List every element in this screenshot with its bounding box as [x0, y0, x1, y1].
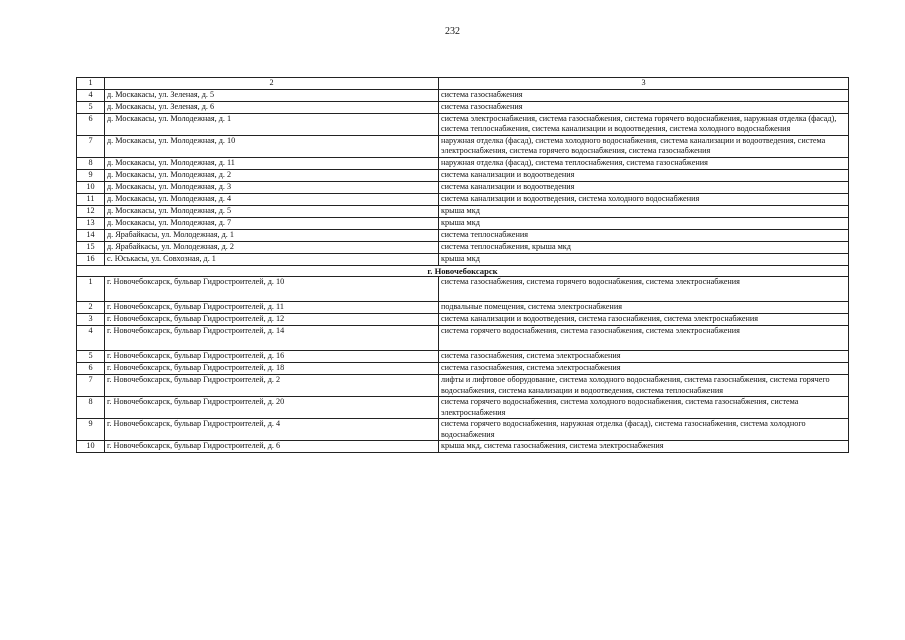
row-number-cell: 14: [77, 229, 105, 241]
systems-cell: система канализации и водоотведения, система газоснабжения, система электроснабжения: [439, 314, 849, 326]
address-cell: с. Юськасы, ул. Совхозная, д. 1: [105, 253, 439, 265]
table-row: [77, 229, 849, 241]
section-title: г. Новочебоксарск: [77, 265, 849, 277]
address-cell: г. Новочебоксарск, бульвар Гидростроителей, д. 20: [105, 397, 439, 419]
address-cell: д. Москакасы, ул. Молодежная, д. 4: [105, 193, 439, 205]
row-number-cell: 7: [77, 135, 105, 157]
table-row: [77, 441, 849, 453]
systems-cell: система газоснабжения: [439, 101, 849, 113]
table-row: [77, 314, 849, 326]
table-row: [77, 169, 849, 181]
buildings-table: [76, 77, 849, 453]
address-cell: д. Москакасы, ул. Молодежная, д. 10: [105, 135, 439, 157]
row-number-cell: 3: [77, 314, 105, 326]
address-cell: г. Новочебоксарск, бульвар Гидростроителей, д. 12: [105, 314, 439, 326]
row-number-cell: 2: [77, 302, 105, 314]
section-header-row: [77, 265, 849, 277]
systems-cell: система теплоснабжения, крыша мкд: [439, 241, 849, 253]
table-row: [77, 205, 849, 217]
table-row: [77, 135, 849, 157]
row-number-cell: 8: [77, 397, 105, 419]
address-cell: г. Новочебоксарск, бульвар Гидростроителей, д. 10: [105, 277, 439, 302]
address-cell: д. Москакасы, ул. Зеленая, д. 5: [105, 89, 439, 101]
table-row: [77, 419, 849, 441]
systems-cell: наружная отделка (фасад), система теплоснабжения, система газоснабжения: [439, 157, 849, 169]
table-row: [77, 193, 849, 205]
address-cell: г. Новочебоксарск, бульвар Гидростроителей, д. 11: [105, 302, 439, 314]
address-cell: д. Москакасы, ул. Молодежная, д. 1: [105, 113, 439, 135]
row-number-cell: 6: [77, 363, 105, 375]
address-cell: г. Новочебоксарск, бульвар Гидростроителей, д. 6: [105, 441, 439, 453]
systems-cell: система электроснабжения, система газоснабжения, система горячего водоснабжения, наружная отделка (фасад), система теплоснабжения, система канализации и водоотведения, система холодного водоснабжения: [439, 113, 849, 135]
systems-cell: крыша мкд: [439, 205, 849, 217]
table-row: [77, 101, 849, 113]
row-number-cell: 15: [77, 241, 105, 253]
systems-cell: крыша мкд: [439, 253, 849, 265]
table-row: [77, 89, 849, 101]
address-cell: д. Ярабайкасы, ул. Молодежная, д. 1: [105, 229, 439, 241]
row-number-cell: 10: [77, 181, 105, 193]
table-body: [77, 78, 849, 453]
row-number-cell: 13: [77, 217, 105, 229]
address-cell: г. Новочебоксарск, бульвар Гидростроителей, д. 14: [105, 326, 439, 351]
address-cell: д. Москакасы, ул. Молодежная, д. 3: [105, 181, 439, 193]
systems-cell: система газоснабжения, система горячего водоснабжения, система электроснабжения: [439, 277, 849, 302]
table-row: [77, 363, 849, 375]
systems-cell: система канализации и водоотведения: [439, 181, 849, 193]
row-number-cell: 11: [77, 193, 105, 205]
systems-cell: система канализации и водоотведения, система холодного водоснабжения: [439, 193, 849, 205]
row-number-cell: 10: [77, 441, 105, 453]
header-cell-systems: 3: [439, 78, 849, 90]
row-number-cell: 12: [77, 205, 105, 217]
systems-cell: система канализации и водоотведения: [439, 169, 849, 181]
address-cell: д. Москакасы, ул. Молодежная, д. 7: [105, 217, 439, 229]
row-number-cell: 5: [77, 351, 105, 363]
row-number-cell: 9: [77, 419, 105, 441]
address-cell: д. Москакасы, ул. Зеленая, д. 6: [105, 101, 439, 113]
systems-cell: система газоснабжения, система электроснабжения: [439, 351, 849, 363]
table-row: [77, 253, 849, 265]
row-number-cell: 9: [77, 169, 105, 181]
systems-cell: система теплоснабжения: [439, 229, 849, 241]
address-cell: д. Ярабайкасы, ул. Молодежная, д. 2: [105, 241, 439, 253]
row-number-cell: 16: [77, 253, 105, 265]
row-number-cell: 7: [77, 375, 105, 397]
table-row: [77, 375, 849, 397]
systems-cell: подвальные помещения, система электроснабжения: [439, 302, 849, 314]
table-row: [77, 217, 849, 229]
table-header-row: [77, 78, 849, 90]
address-cell: г. Новочебоксарск, бульвар Гидростроителей, д. 4: [105, 419, 439, 441]
address-cell: д. Москакасы, ул. Молодежная, д. 11: [105, 157, 439, 169]
table-row: [77, 397, 849, 419]
row-number-cell: 8: [77, 157, 105, 169]
header-cell-address: 2: [105, 78, 439, 90]
address-cell: г. Новочебоксарск, бульвар Гидростроителей, д. 2: [105, 375, 439, 397]
systems-cell: система горячего водоснабжения, наружная отделка (фасад), система газоснабжения, система холодного водоснабжения: [439, 419, 849, 441]
table-row: [77, 326, 849, 351]
systems-cell: система горячего водоснабжения, система газоснабжения, система электроснабжения: [439, 326, 849, 351]
row-number-cell: 6: [77, 113, 105, 135]
address-cell: г. Новочебоксарск, бульвар Гидростроителей, д. 18: [105, 363, 439, 375]
address-cell: д. Москакасы, ул. Молодежная, д. 5: [105, 205, 439, 217]
row-number-cell: 4: [77, 89, 105, 101]
table-row: [77, 302, 849, 314]
row-number-cell: 4: [77, 326, 105, 351]
systems-cell: система газоснабжения, система электроснабжения: [439, 363, 849, 375]
table-row: [77, 277, 849, 302]
address-cell: д. Москакасы, ул. Молодежная, д. 2: [105, 169, 439, 181]
table-row: [77, 113, 849, 135]
table-row: [77, 351, 849, 363]
table-row: [77, 157, 849, 169]
systems-cell: крыша мкд, система газоснабжения, система электроснабжения: [439, 441, 849, 453]
systems-cell: крыша мкд: [439, 217, 849, 229]
systems-cell: наружная отделка (фасад), система холодного водоснабжения, система канализации и водоотведения, система электроснабжения, система горячего водоснабжения, система газоснабжения: [439, 135, 849, 157]
table-row: [77, 181, 849, 193]
table-row: [77, 241, 849, 253]
row-number-cell: 5: [77, 101, 105, 113]
row-number-cell: 1: [77, 277, 105, 302]
page-number: 232: [445, 26, 460, 37]
systems-cell: лифты и лифтовое оборудование, система холодного водоснабжения, система газоснабжения, система горячего водоснабжения, система канализации и водоотведения, система теплоснабжения: [439, 375, 849, 397]
address-cell: г. Новочебоксарск, бульвар Гидростроителей, д. 16: [105, 351, 439, 363]
header-cell-number: 1: [77, 78, 105, 90]
systems-cell: система газоснабжения: [439, 89, 849, 101]
systems-cell: система горячего водоснабжения, система холодного водоснабжения, система газоснабжения, система электроснабжения: [439, 397, 849, 419]
